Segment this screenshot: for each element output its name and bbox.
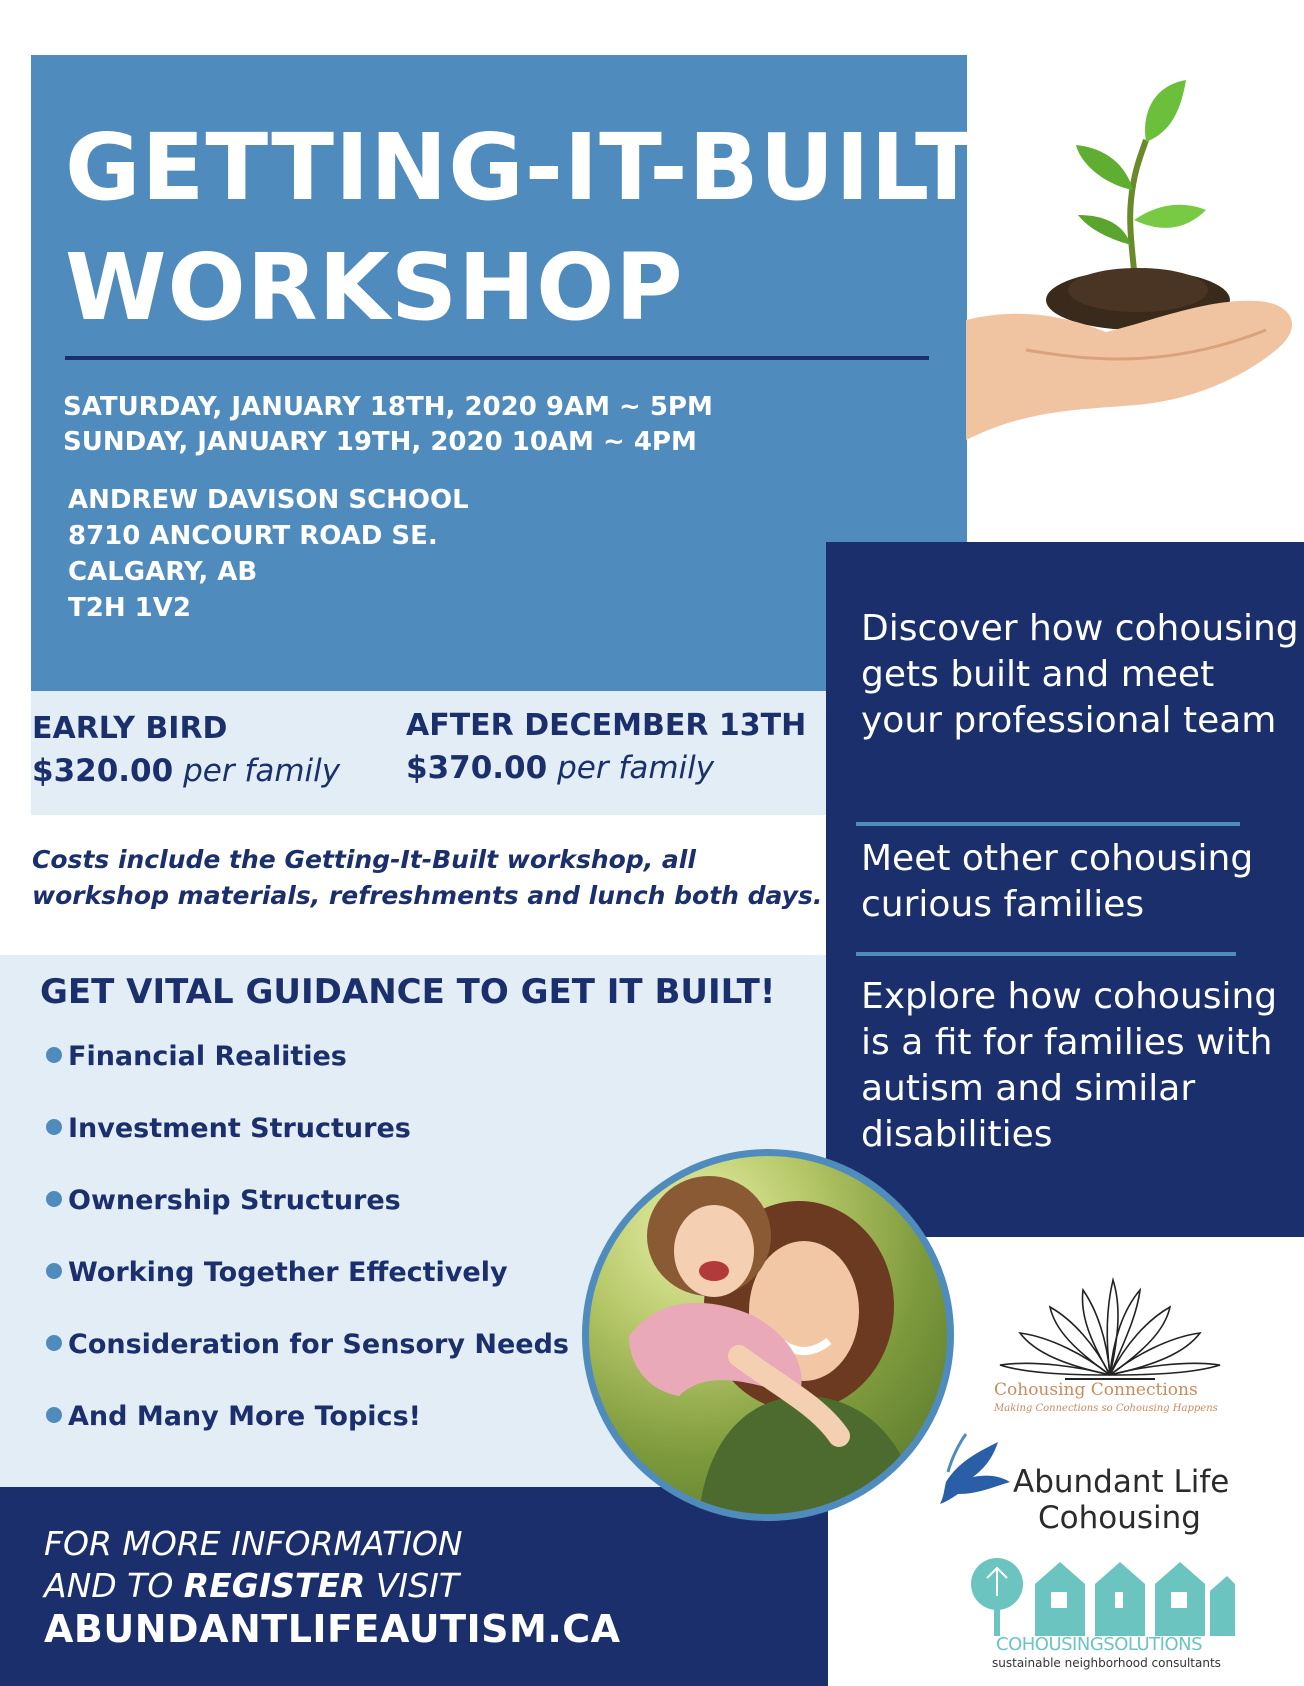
info-text: AND TO [44,1566,184,1605]
early-bird-unit: per family [183,753,341,789]
abundant-life-subname: Cohousing [1038,1500,1201,1536]
title-divider [65,356,929,360]
page-title-line1: GETTING-IT-BUILT [65,114,979,221]
address-line: ANDREW DAVISON SCHOOL [68,485,469,515]
date-sunday: SUNDAY, JANUARY 19TH, 2020 10AM ~ 4PM [63,427,697,457]
topic-item [46,1255,508,1291]
topic-label: Consideration for Sensory Needs [68,1329,569,1360]
highlights-panel [826,542,1304,1237]
bullet-icon [46,1335,62,1351]
mother-and-daughter-photo [582,1149,954,1521]
topic-label: Working Together Effectively [68,1257,508,1288]
info-line-1: FOR MORE INFORMATION [44,1524,463,1563]
cohousing-connections-name: Cohousing Connections [994,1380,1198,1400]
late-price-label: AFTER DECEMBER 13TH [406,708,807,743]
late-price [406,748,714,788]
info-line-2 [44,1565,459,1607]
topic-label: Ownership Structures [68,1185,401,1216]
date-saturday: SATURDAY, JANUARY 18TH, 2020 9AM ~ 5PM [63,392,713,422]
early-bird-label: EARLY BIRD [32,711,228,746]
page-title-line2: WORKSHOP [65,234,684,341]
late-unit: per family [557,750,715,786]
cohousing-solutions-tagline: sustainable neighborhood consultants [992,1656,1221,1670]
info-text: VISIT [365,1566,459,1605]
houses-tree-logo-icon [965,1556,1235,1636]
bullet-icon [46,1119,62,1135]
topic-label: And Many More Topics! [68,1401,421,1432]
abundant-life-name: Abundant Life [1013,1464,1230,1500]
topic-label: Investment Structures [68,1113,411,1144]
address-line: T2H 1V2 [68,593,191,623]
bullet-icon [46,1263,62,1279]
topic-item [46,1111,411,1147]
topic-item [46,1039,347,1075]
seedling-in-hands-image [966,70,1304,450]
topic-label: Financial Realities [68,1041,347,1072]
dove-logo-icon [938,1432,1016,1506]
bullet-icon [46,1191,62,1207]
topic-item [46,1327,569,1363]
website-url[interactable]: ABUNDANTLIFEAUTISM.CA [44,1607,621,1651]
register-emphasis: REGISTER [183,1566,366,1605]
topic-item [46,1183,401,1219]
highlight-discover: Discover how cohousing gets built and meet your professional team [861,608,1299,741]
bullet-icon [46,1407,62,1423]
cohousing-connections-tagline: Making Connections so Cohousing Happens [994,1403,1218,1414]
highlight-explore: Explore how cohousing is a fit for families with autism and similar disabilities [861,976,1278,1155]
early-bird-price [32,751,340,791]
highlight-meet: Meet other cohousing curious families [861,838,1254,925]
bullet-icon [46,1047,62,1063]
early-bird-amount: $320.00 [32,753,174,789]
late-amount: $370.00 [406,750,548,786]
address-line: 8710 ANCOURT ROAD SE. [68,521,438,551]
costs-note: Costs include the Getting-It-Built workshop, all workshop materials, refreshments and lunch both days. [32,845,823,910]
address-line: CALGARY, AB [68,557,258,587]
topic-item [46,1399,421,1435]
highlight-divider [856,822,1240,826]
highlight-divider [856,952,1236,956]
flower-logo-icon [995,1275,1225,1383]
guidance-heading: GET VITAL GUIDANCE TO GET IT BUILT! [40,972,776,1012]
cohousing-solutions-name: COHOUSINGSOLUTIONS [996,1634,1203,1655]
